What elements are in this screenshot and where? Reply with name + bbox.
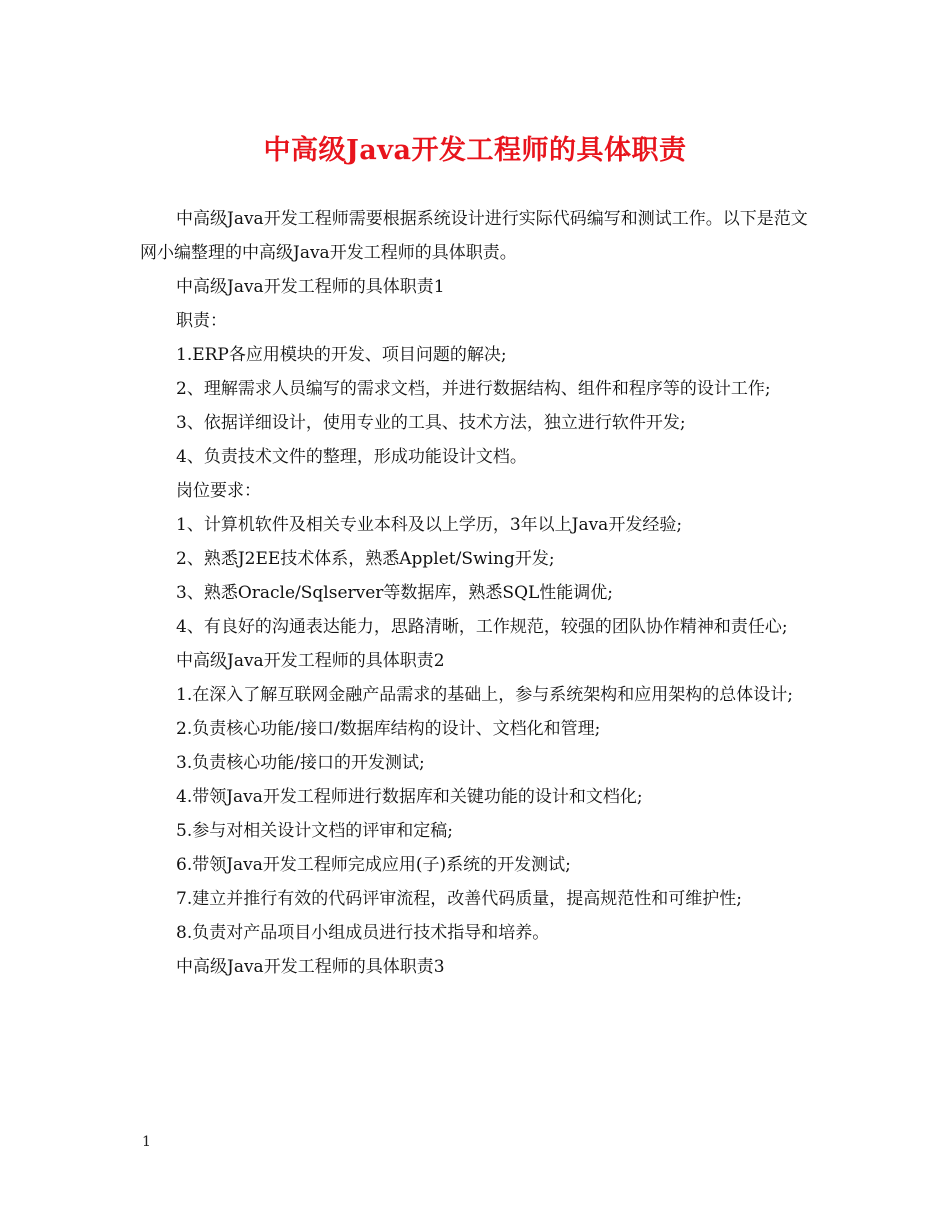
page-number: 1 [142,1134,151,1150]
list-item: 2.负责核心功能/接口/数据库结构的设计、文档化和管理; [176,719,601,739]
list-item: 1、计算机软件及相关专业本科及以上学历，3年以上Java开发经验; [176,515,683,535]
paragraph: 岗位要求： [176,481,261,501]
section-heading: 中高级Java开发工程师的具体职责3 [176,957,445,977]
list-item: 1.在深入了解互联网金融产品需求的基础上，参与系统架构和应用架构的总体设计; [176,685,793,705]
list-item: 4、有良好的沟通表达能力，思路清晰，工作规范，较强的团队协作精神和责任心; [176,617,788,637]
list-item: 6.带领Java开发工程师完成应用(子)系统的开发测试; [176,855,571,875]
document-body [140,202,812,984]
paragraph: 职责： [176,311,227,331]
list-item: 8.负责对产品项目小组成员进行技术指导和培养。 [176,923,550,943]
list-item: 2、理解需求人员编写的需求文档，并进行数据结构、组件和程序等的设计工作; [176,379,771,399]
section-heading: 中高级Java开发工程师的具体职责2 [176,651,445,671]
list-item: 2、熟悉J2EE技术体系，熟悉Applet/Swing开发; [176,549,555,569]
paragraph: 中高级Java开发工程师需要根据系统设计进行实际代码编写和测试工作。以下是范文网小编整理的中高级Java开发工程师的具体职责。 [140,209,808,263]
section-heading: 中高级Java开发工程师的具体职责1 [176,277,445,297]
list-item: 5.参与对相关设计文档的评审和定稿; [176,821,453,841]
list-item: 4.带领Java开发工程师进行数据库和关键功能的设计和文档化; [176,787,643,807]
list-item: 4、负责技术文件的整理，形成功能设计文档。 [176,447,527,467]
list-item: 3、依据详细设计，使用专业的工具、技术方法，独立进行软件开发; [176,413,686,433]
list-item: 3.负责核心功能/接口的开发测试; [176,753,425,773]
document-title: 中高级Java开发工程师的具体职责 [263,135,687,166]
list-item: 3、熟悉Oracle/Sqlserver等数据库，熟悉SQL性能调优; [176,583,614,603]
list-item: 1.ERP各应用模块的开发、项目问题的解决; [176,345,507,365]
list-item: 7.建立并推行有效的代码评审流程，改善代码质量，提高规范性和可维护性; [176,889,742,909]
